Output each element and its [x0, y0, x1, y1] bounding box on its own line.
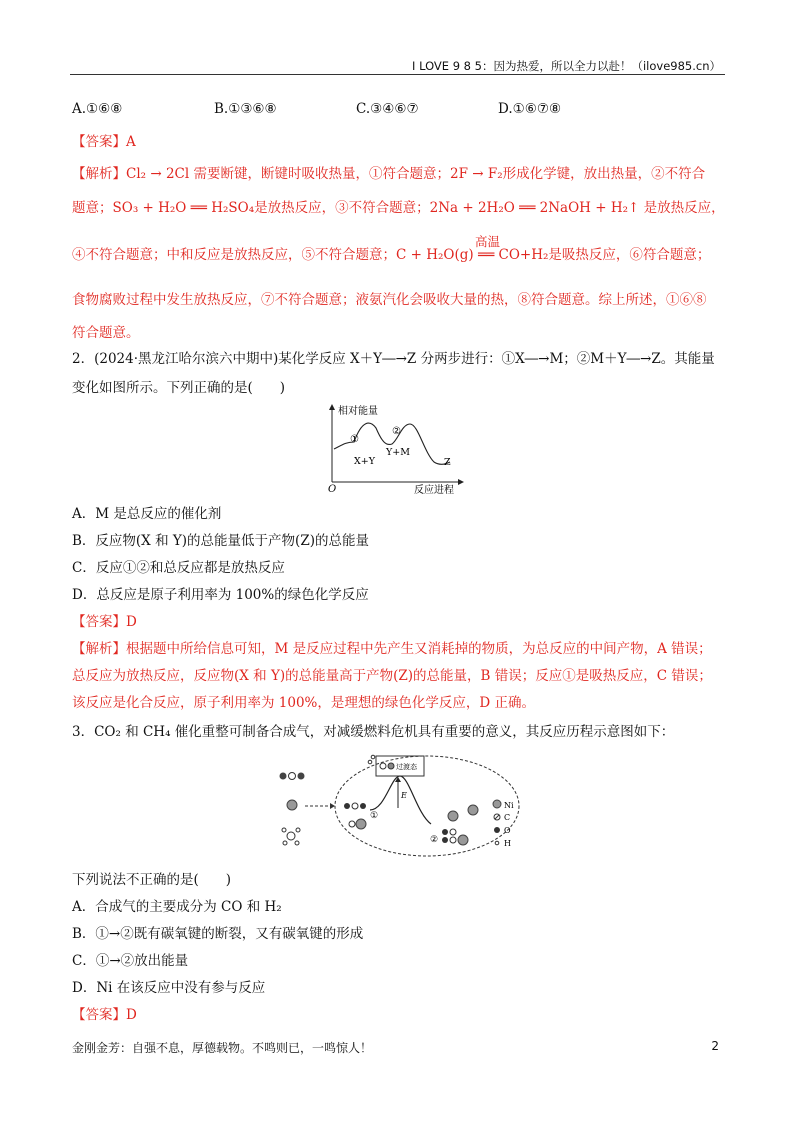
q1-analysis-line-4: 食物腐败过程中发生放热反应，⑦不符合题意；液氨汽化会吸收大量的热，⑧符合题意。综上所述，①⑥⑧ — [72, 292, 707, 308]
q1-answer: 【答案】A — [72, 134, 136, 150]
y-axis-label: 相对能量 — [338, 406, 378, 417]
activation-energy-label: E — [401, 791, 407, 800]
legend-o: O — [504, 826, 511, 835]
q2-analysis-line-2: 总反应为放热反应，反应物(X 和 Y)的总能量高于产物(Z)的总能量，B 错误；反应①是吸热反应，C 错误； — [72, 668, 712, 684]
q2-option-c: C．反应①②和总反应都是放热反应 — [72, 560, 285, 576]
q1-option-a: A.①⑥⑧ — [72, 101, 123, 117]
high-temp-condition: 高温 — [475, 234, 501, 249]
x-axis-arrow — [458, 479, 464, 485]
q1-analysis-line-3: ④不符合题意；中和反应是放热反应，⑤不符合题意；C + H₂O(g) ══ CO+H₂是吸热反应，⑥符合题意； — [72, 247, 711, 263]
legend-h: H — [504, 839, 511, 848]
step-2-label: ② — [392, 426, 401, 437]
transition-state-label: 过渡态 — [396, 763, 417, 771]
state-2-label: ② — [430, 835, 439, 845]
page-header: I LOVE 9 8 5：因为热爱，所以全力以赴！（ilove985.cn） — [412, 59, 721, 73]
q3-option-b: B．①→②既有碳氧键的断裂，又有碳氧键的形成 — [72, 926, 364, 942]
x-axis-label: 反应进程 — [414, 485, 454, 496]
q2-option-a: A．M 是总反应的催化剂 — [72, 506, 222, 522]
q1-analysis-line-5: 符合题意。 — [72, 325, 140, 341]
q3-option-c: C．①→②放出能量 — [72, 953, 189, 969]
q2-stem-line-1: 2．(2024·黑龙江哈尔滨六中期中)某化学反应 X＋Y―→Z 分两步进行：①X―→M；②M＋Y―→Z。其能量 — [72, 351, 715, 367]
header-divider — [70, 74, 725, 75]
q2-analysis-line-3: 该反应是化合反应，原子利用率为 100%，是理想的绿色化学反应，D 正确。 — [72, 695, 536, 711]
step-1-label: ① — [350, 434, 359, 445]
q1-option-d: D.①⑥⑦⑧ — [498, 101, 562, 117]
ni-atom — [287, 800, 297, 810]
co2-molecule — [280, 773, 305, 780]
energy-barrier-curve — [370, 776, 431, 824]
page-number: 2 — [711, 1039, 719, 1053]
q3-option-d: D．Ni 在该反应中没有参与反应 — [72, 980, 266, 996]
q3-stem: 3．CO₂ 和 CH₄ 催化重整可制备合成气，对减缓燃料危机具有重要的意义，其反应历程示意图如下： — [72, 724, 675, 740]
q3-option-a: A．合成气的主要成分为 CO 和 H₂ — [72, 899, 282, 915]
q2-option-d: D．总反应是原子利用率为 100%的绿色化学反应 — [72, 587, 369, 603]
footer-motto: 金刚金芳：自强不息，厚德载物。不鸣则已，一鸣惊人！ — [72, 1041, 373, 1055]
state-1-label: ① — [370, 811, 379, 821]
product-label: Z — [444, 457, 451, 468]
legend-c: C — [504, 813, 511, 822]
q3-reaction-mechanism-diagram — [275, 748, 525, 858]
q2-analysis-line-1: 【解析】根据题中所给信息可知，M 是反应过程中先产生又消耗掉的物质，为总反应的中间产物，A 错误； — [72, 641, 712, 657]
q2-stem-line-2: 变化如图所示。下列正确的是( ) — [72, 380, 286, 396]
q2-energy-diagram — [320, 402, 470, 498]
q1-analysis-line-1: 【解析】Cl₂ → 2Cl 需要断键，断键时吸收热量，①符合题意；2F → F₂形成化学键，放出热量，②不符合 — [72, 166, 706, 182]
q3-prompt: 下列说法不正确的是( ) — [72, 872, 232, 888]
reactants-label: X+Y — [354, 456, 375, 467]
y-axis-arrow — [329, 404, 335, 410]
q2-option-b: B．反应物(X 和 Y)的总能量低于产物(Z)的总能量 — [72, 533, 369, 549]
legend — [493, 800, 514, 848]
q3-answer: 【答案】D — [72, 1007, 137, 1023]
q1-option-b: B.①③⑥⑧ — [214, 101, 277, 117]
q1-analysis-line-2: 题意；SO₃ + H₂O ══ H₂SO₄是放热反应，③不符合题意；2Na + 2H₂O ══ 2NaOH + H₂↑ 是放热反应， — [72, 200, 725, 216]
origin-label: O — [328, 484, 337, 495]
q2-answer: 【答案】D — [72, 614, 137, 630]
intermediate-label: Y+M — [386, 447, 410, 458]
ch4-molecule — [282, 828, 300, 845]
legend-ni: Ni — [504, 801, 514, 810]
q1-option-c: C.③④⑥⑦ — [356, 101, 419, 117]
